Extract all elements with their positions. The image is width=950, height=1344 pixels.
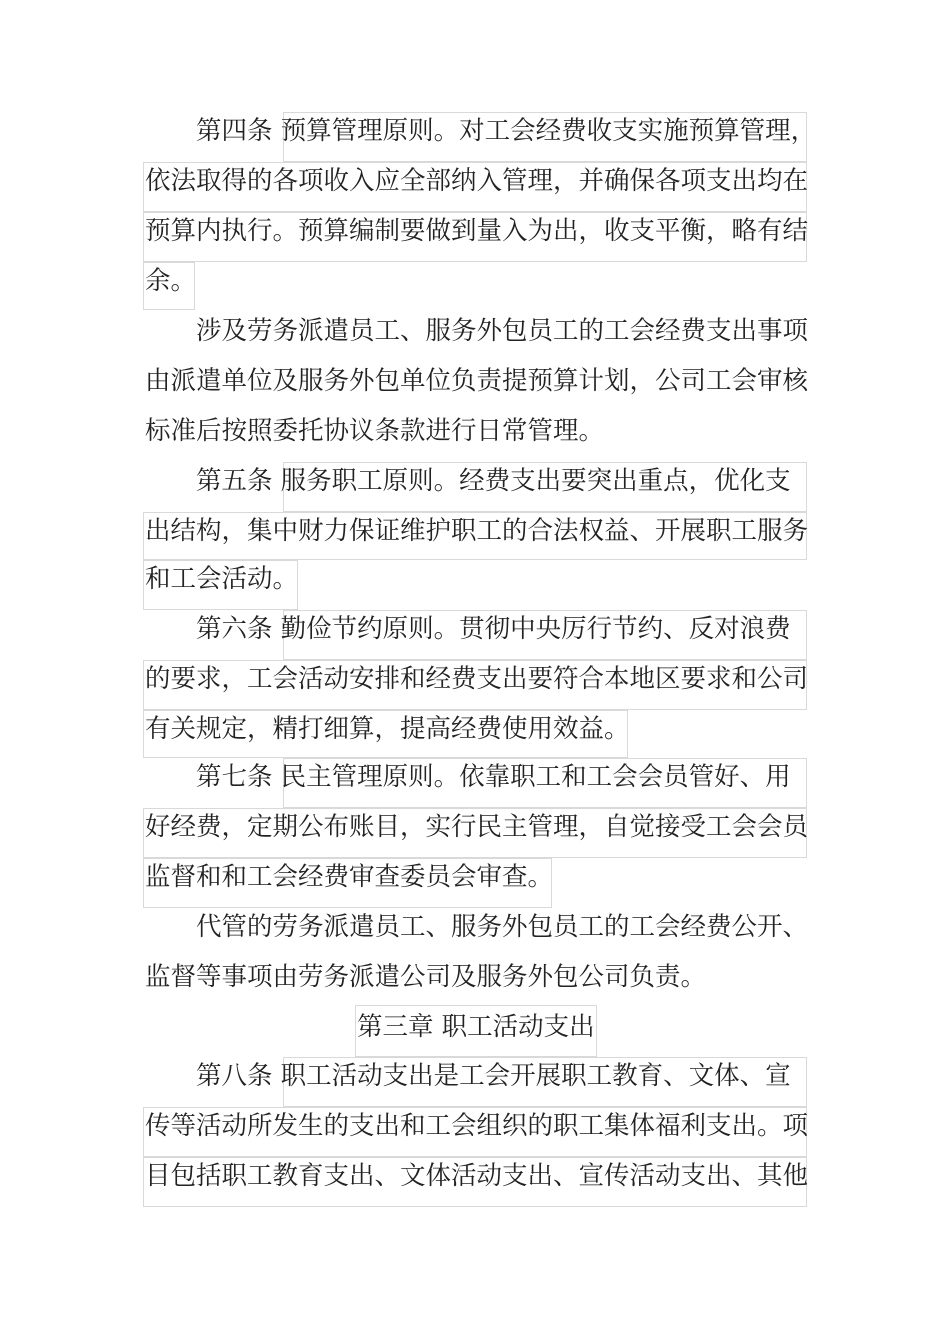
paragraph-line: 第四条 预算管理原则。对工会经费收支实施预算管理， (196, 116, 817, 146)
paragraph-line: 预算内执行。预算编制要做到量入为出，收支平衡，略有结 (145, 216, 809, 246)
paragraph-line: 和工会活动。 (145, 564, 299, 594)
paragraph-line: 涉及劳务派遣员工、服务外包员工的工会经费支出事项 (196, 316, 809, 346)
paragraph-line: 依法取得的各项收入应全部纳入管理，并确保各项支出均在 (145, 166, 809, 196)
paragraph-line: 第七条 民主管理原则。依靠职工和工会会员管好、用 (196, 762, 791, 792)
paragraph-line: 好经费，定期公布账目，实行民主管理，自觉接受工会会员 (145, 812, 809, 842)
paragraph-line: 目包括职工教育支出、文体活动支出、宣传活动支出、其他 (145, 1161, 809, 1191)
chapter-heading: 第三章 职工活动支出 (357, 1012, 595, 1042)
paragraph-line: 出结构，集中财力保证维护职工的合法权益、开展职工服务 (145, 516, 809, 546)
paragraph-line: 第八条 职工活动支出是工会开展职工教育、文体、宣 (196, 1061, 791, 1091)
paragraph-line: 由派遣单位及服务外包单位负责提预算计划，公司工会审核 (145, 366, 809, 396)
paragraph-line: 的要求，工会活动安排和经费支出要符合本地区要求和公司 (145, 664, 809, 694)
paragraph-line: 第五条 服务职工原则。经费支出要突出重点，优化支 (196, 466, 791, 496)
paragraph-line: 监督和和工会经费审查委员会审查。 (145, 862, 554, 892)
paragraph-line: 余。 (145, 266, 197, 296)
paragraph-line: 传等活动所发生的支出和工会组织的职工集体福利支出。项 (145, 1111, 809, 1141)
paragraph-line: 代管的劳务派遣员工、服务外包员工的工会经费公开、 (196, 912, 809, 942)
paragraph-line: 有关规定，精打细算，提高经费使用效益。 (145, 714, 630, 744)
paragraph-line: 标准后按照委托协议条款进行日常管理。 (145, 416, 605, 446)
paragraph-line: 第六条 勤俭节约原则。贯彻中央厉行节约、反对浪费 (196, 614, 791, 644)
paragraph-line: 监督等事项由劳务派遣公司及服务外包公司负责。 (145, 962, 707, 992)
